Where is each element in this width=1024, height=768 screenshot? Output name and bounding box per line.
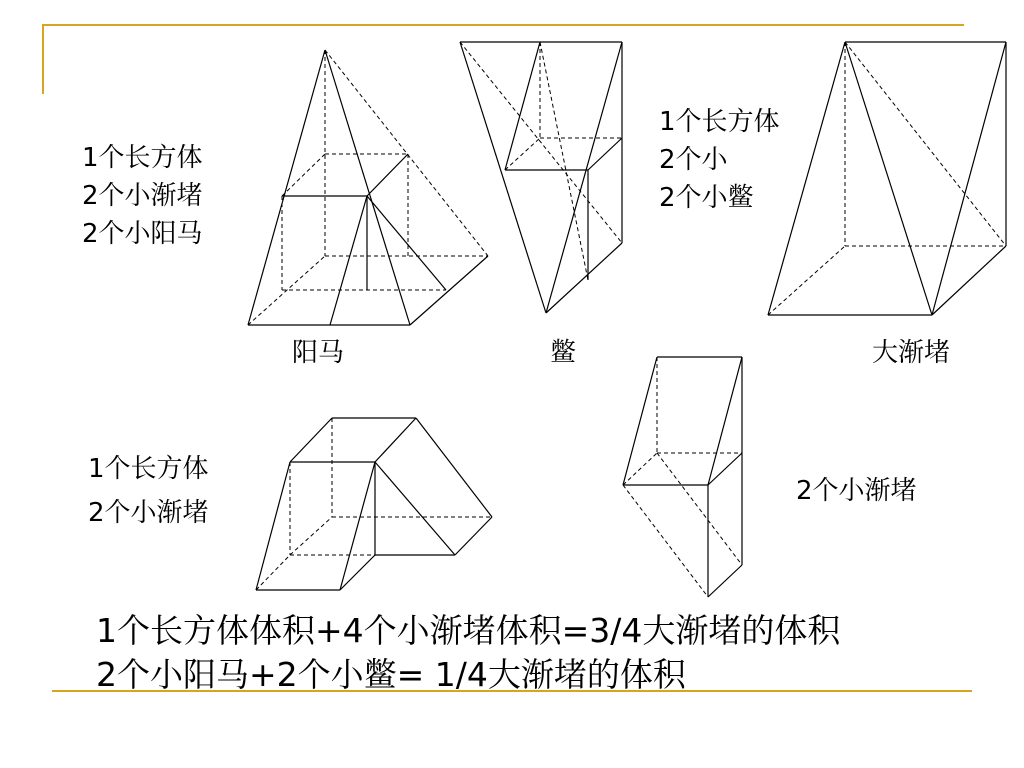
edge (505, 42, 540, 170)
hidden-edge (460, 42, 622, 243)
edge (410, 256, 488, 325)
bienao-composition-1: 1个长方体 (659, 107, 780, 137)
bienao-composition-2: 2个小 (659, 145, 728, 175)
bienao-composition-3: 2个小鳖 (659, 183, 754, 213)
hidden-edge (540, 42, 588, 280)
edge (932, 246, 1006, 315)
edge (768, 42, 845, 315)
yangma-caption: 阳马 (292, 338, 345, 368)
edge (623, 357, 657, 485)
edge (932, 42, 1006, 315)
hidden-edge (845, 42, 1006, 246)
prism-lower-right-figure (623, 357, 742, 597)
hidden-edge (505, 138, 540, 170)
edge (256, 462, 290, 590)
edge (546, 42, 622, 313)
hidden-edge (325, 50, 488, 256)
bienao-figure (460, 42, 622, 313)
yangma-composition-3: 2个小阳马 (82, 219, 203, 249)
edge (546, 243, 622, 313)
da-jiandu-caption: 大渐堵 (872, 338, 951, 368)
edge (708, 357, 742, 485)
hidden-edge (657, 453, 742, 565)
edge (367, 154, 408, 196)
edge (367, 196, 446, 290)
equation-2: 2个小阳马+2个小鳖= 1/4大渐堵的体积 (96, 655, 686, 694)
edge (460, 42, 546, 313)
edge (290, 418, 332, 462)
edge (845, 42, 932, 315)
edge (708, 453, 742, 485)
yangma-composition-1: 1个长方体 (82, 143, 203, 173)
hidden-edge (768, 246, 845, 315)
edge (375, 462, 455, 555)
edge (340, 462, 375, 590)
edge (375, 418, 416, 462)
prism-left-composition-2: 2个小渐堵 (88, 498, 209, 528)
edge (330, 196, 367, 325)
equation-1: 1个长方体体积+4个小渐堵体积=3/4大渐堵的体积 (96, 611, 841, 650)
edge (455, 517, 492, 555)
edge (708, 565, 742, 597)
edge (588, 138, 622, 170)
prism-left-composition-1: 1个长方体 (88, 454, 209, 484)
yangma-composition-2: 2个小渐堵 (82, 181, 203, 211)
da-jiandu-figure (768, 42, 1006, 315)
hidden-edge (290, 517, 332, 555)
bienao-caption: 鳖 (550, 338, 577, 368)
hidden-edge (623, 485, 708, 597)
prism-right-composition-1: 2个小渐堵 (796, 476, 917, 506)
hidden-edge (282, 154, 325, 196)
hidden-edge (623, 453, 657, 485)
edge (248, 50, 325, 325)
prism-lower-left-figure (256, 418, 492, 590)
edge (416, 418, 492, 517)
yangma-figure (248, 50, 488, 325)
